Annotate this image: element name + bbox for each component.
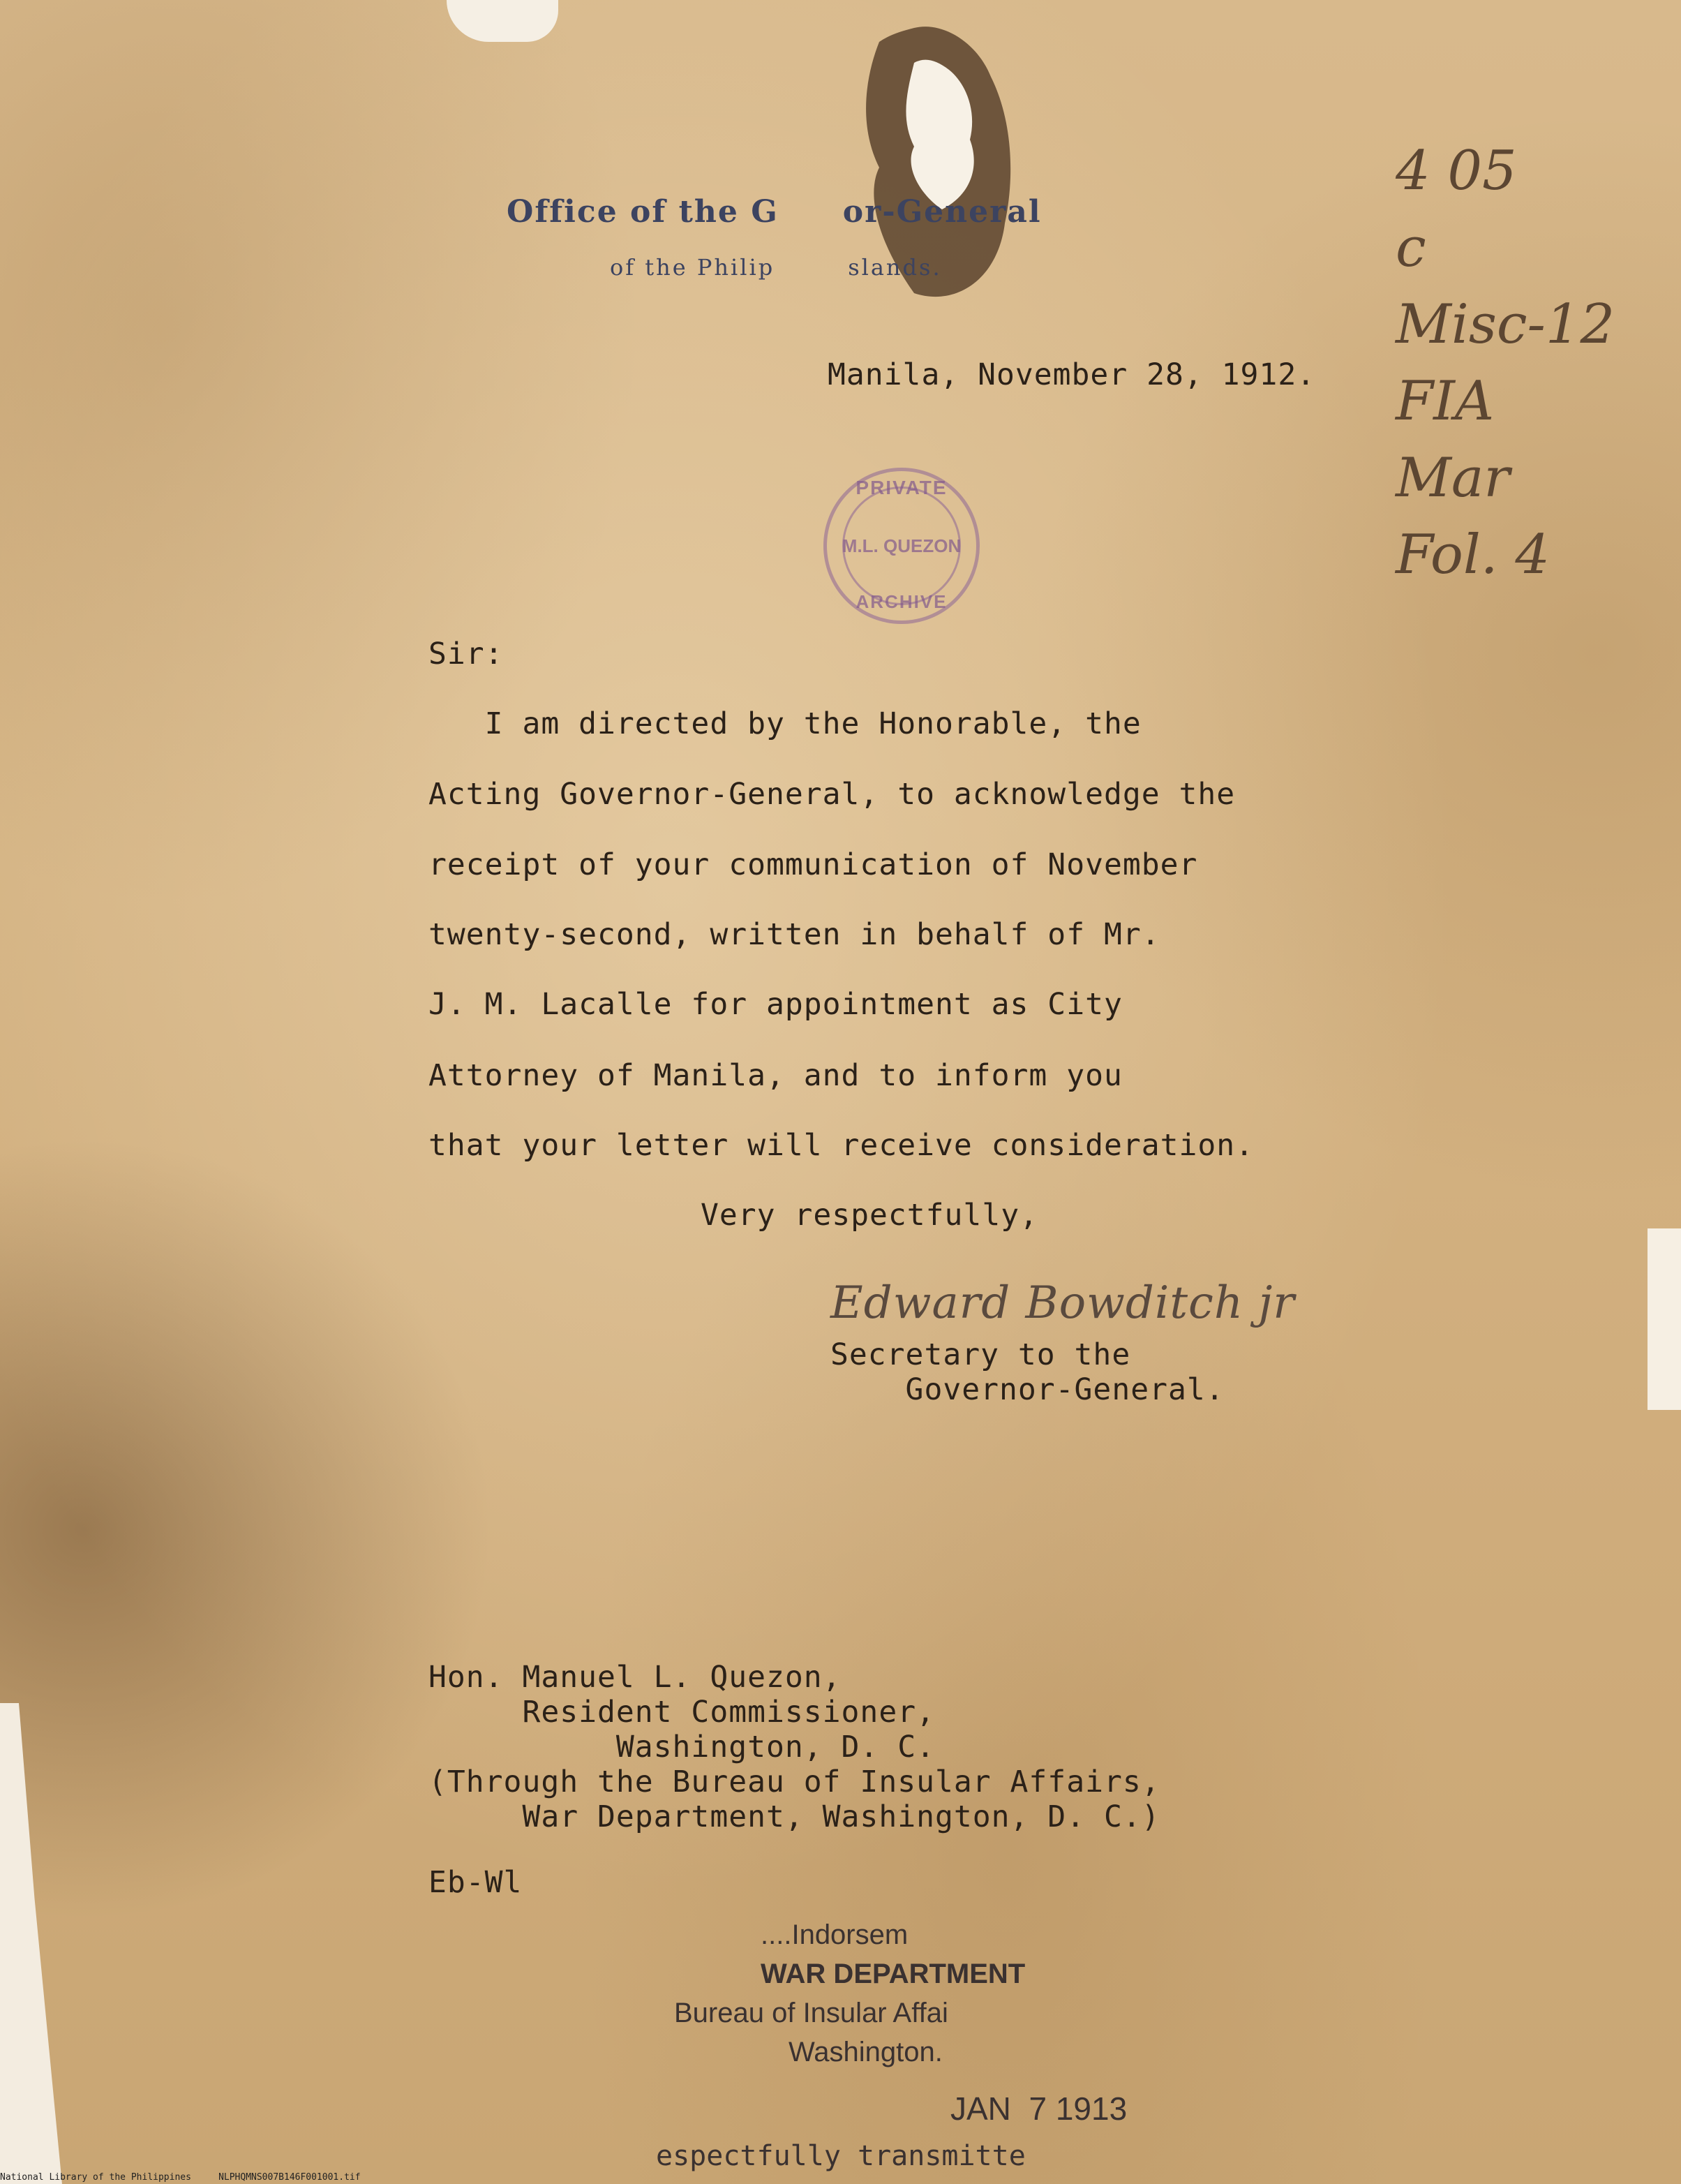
scan-footer-caption: National Library of the Philippines NLPHQMNS007B146F001001.tif <box>0 2172 361 2183</box>
margin-note: Misc-12 <box>1396 293 1615 356</box>
body-line: twenty-second, written in behalf of Mr. <box>428 917 1160 952</box>
letterhead-office-title: Office of the G or-General <box>507 194 1042 230</box>
addressee-line: Hon. Manuel L. Quezon, <box>428 1660 842 1695</box>
indorsement-transmitted: espectfully transmitte <box>656 2140 1026 2172</box>
signer-title-line: Governor-General. <box>830 1372 1225 1407</box>
addressee-line: Resident Commissioner, <box>428 1695 935 1730</box>
handwritten-margin-notes <box>1396 133 1615 593</box>
body-line: Acting Governor-General, to acknowledge the <box>428 777 1236 812</box>
indorsement-bureau: Bureau of Insular Affai <box>674 1998 948 2028</box>
stamp-text-bottom: ARCHIVE <box>856 591 948 612</box>
indorsement-department: WAR DEPARTMENT <box>761 1959 1026 1989</box>
letterhead-subtitle: of the Philip slands. <box>610 254 942 281</box>
letter-date: Manila, November 28, 1912. <box>828 357 1316 392</box>
body-line: Attorney of Manila, and to inform you <box>428 1058 1123 1093</box>
handwritten-signature: Edward Bowditch jr <box>830 1277 1295 1329</box>
body-line: that your letter will receive consideration. <box>428 1128 1255 1163</box>
burn-hole-top-left <box>447 0 558 42</box>
body-line: I am directed by the Honorable, the <box>428 706 1142 741</box>
margin-note: c <box>1396 216 1426 279</box>
typist-reference: Eb-Wl <box>428 1865 523 1900</box>
closing: Very respectfully, <box>701 1198 1038 1233</box>
body-line: receipt of your communication of November <box>428 847 1198 882</box>
archive-stamp <box>823 468 980 624</box>
signer-title-line: Secretary to the <box>830 1337 1131 1372</box>
torn-paper-edge-right <box>1648 1228 1681 1410</box>
margin-note: Fol. 4 <box>1396 523 1550 586</box>
indorsement-city: Washington. <box>789 2037 943 2067</box>
margin-note: FIA <box>1396 370 1495 433</box>
addressee-line: (Through the Bureau of Insular Affairs, <box>428 1765 1160 1799</box>
salutation: Sir: <box>428 637 504 671</box>
margin-note: Mar <box>1396 447 1510 510</box>
margin-note: 4 05 <box>1396 140 1517 202</box>
indorsement-heading: ....Indorsem <box>761 1919 909 1950</box>
stamp-text-top: PRIVATE <box>856 477 948 498</box>
indorsement-date: JAN 7 1913 <box>950 2090 1128 2127</box>
addressee-line: War Department, Washington, D. C.) <box>428 1799 1160 1834</box>
body-line: J. M. Lacalle for appointment as City <box>428 987 1123 1022</box>
addressee-line: Washington, D. C. <box>428 1730 935 1765</box>
torn-paper-edge-left <box>0 1703 63 2184</box>
stamp-text-middle: M.L. QUEZON <box>842 535 962 556</box>
